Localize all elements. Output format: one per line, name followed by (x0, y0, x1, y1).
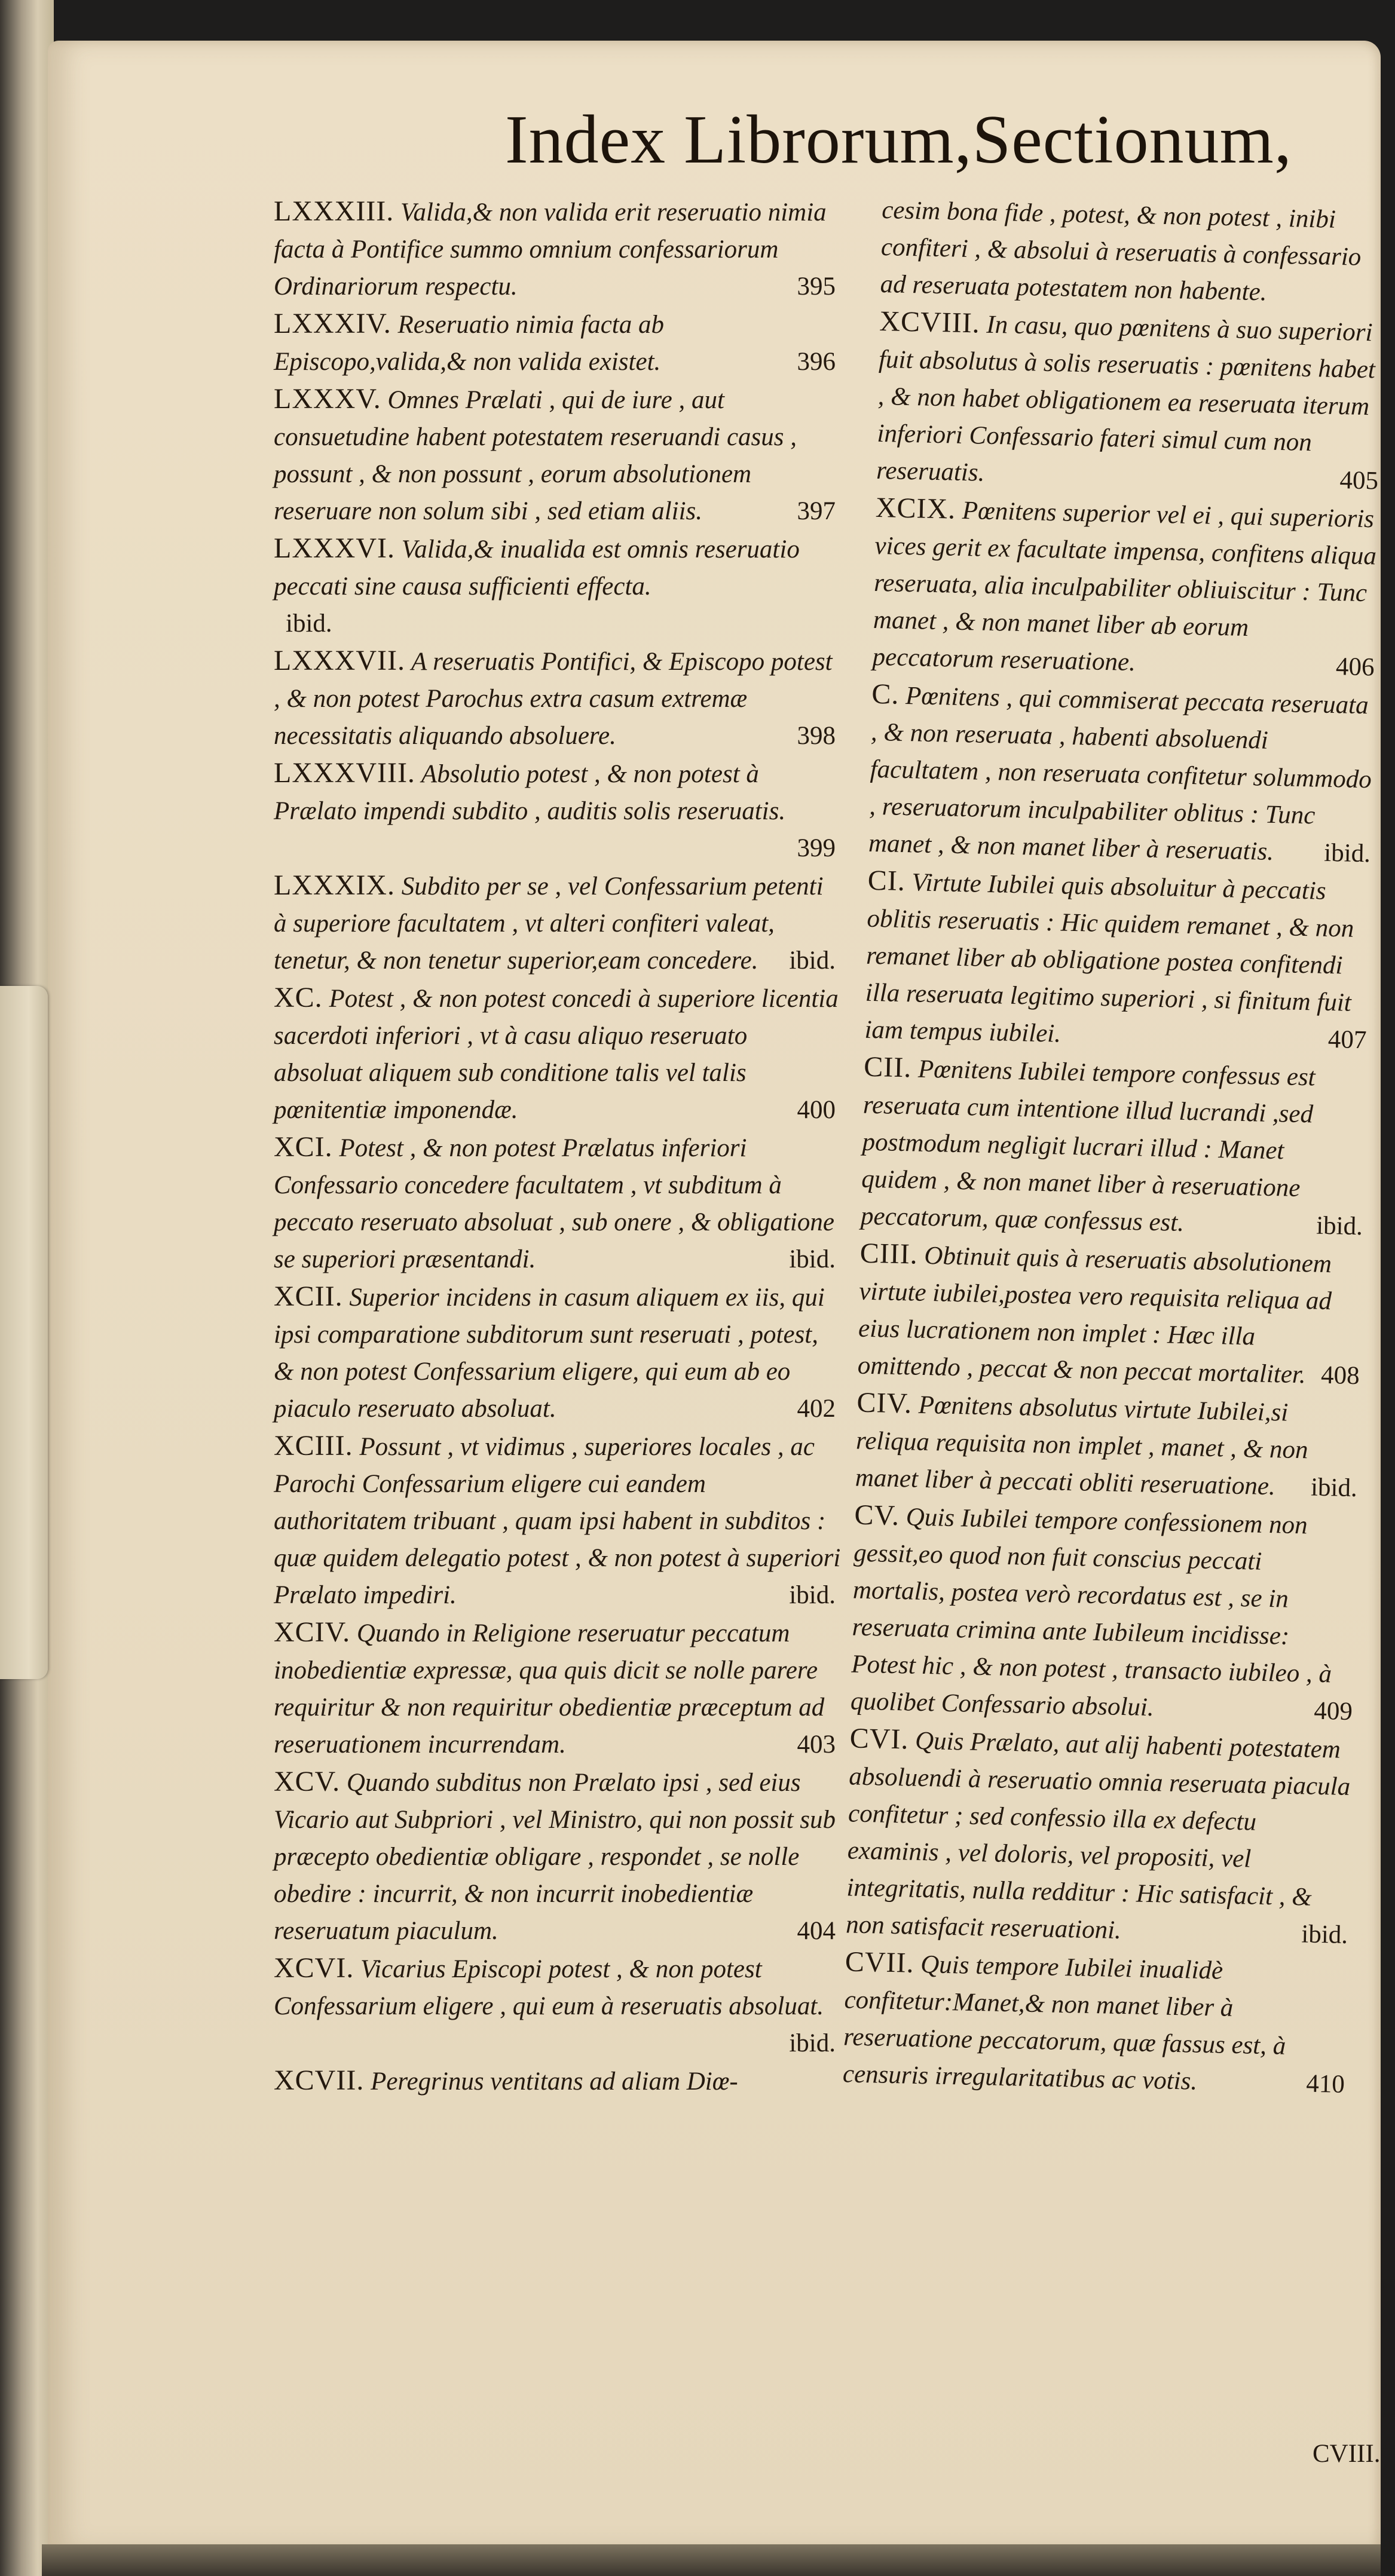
entry-text: Subdito per se , vel Confessarium petenti à superiore facultatem , vt alteri confiteri valeat, tenetur, & non tenetur superior,eam concedere. (274, 872, 824, 975)
entry-number: LXXXVII. (274, 645, 405, 676)
index-entry (274, 1763, 842, 1950)
entry-text: Valida,& inualida est omnis reseruatio peccati sine causa sufficienti effecta. (274, 535, 800, 601)
index-entry (864, 862, 1370, 1059)
entry-page-ref: 402 (797, 1395, 836, 1423)
entry-number: XCII. (274, 1281, 343, 1312)
index-entry (274, 642, 842, 755)
page-fore-edge (42, 2544, 1381, 2576)
entry-text: Pœnitens absolutus virtute Iubilei,si reliqua requisita non implet , manet , & non manet liber à peccati obliti reseruatione. (855, 1390, 1308, 1501)
entry-page-ref: 406 (1335, 653, 1375, 682)
index-entry (274, 1614, 842, 1763)
entry-number: LXXXVI. (274, 532, 395, 564)
index-entry (842, 1943, 1347, 2103)
entry-text: Virtute Iubilei quis absoluitur à peccatis oblitis reseruatis : Hic quidem remanet , & non remanet liber ab obligatione postea confitendi illa reseruata legitimo superiori , si finitum fuit iam tempus iubilei. (864, 868, 1354, 1048)
entry-number: XCI. (274, 1131, 333, 1163)
entry-text: Quando subditus non Prælato ipsi , sed eius Vicario aut Subpriori , vel Ministro, qui non possit sub præcepto obedientiæ obligare , respondet , se nolle obedire : incurrit, & non incurrit inobedientiæ reseruatum piaculum. (274, 1769, 836, 1945)
entry-text: Potest , & non potest Prælatus inferiori Confessario concedere facultatem , vt subditum à peccato reseruato absoluat , sub onere , & obligatione se superiori præsentandi. (274, 1134, 834, 1273)
entry-text: Obtinuit quis à reseruatis absolutionem virtute iubilei,postea vero requisita reliqua ad eius lucrationem non implet : Hæc illa omittendo , peccat & non peccat mortaliter. (857, 1241, 1332, 1389)
index-entry (274, 867, 842, 979)
catchword: CVIII. (1313, 2440, 1381, 2468)
entry-page-ref: ibid. (286, 609, 332, 638)
entry-number: LXXXIX. (274, 869, 395, 901)
entry-number: XCVII. (274, 2065, 365, 2096)
entry-page-ref: 397 (797, 497, 836, 525)
entry-page-ref: 398 (797, 722, 836, 750)
entry-number: XCIV. (274, 1616, 351, 1648)
entry-text: Superior incidens in casum aliquem ex iis, qui ipsi comparatione subditorum sunt reseruati , potest, & non potest Confessarium eligere, qui eum ab eo piaculo reseruato absoluat. (274, 1284, 825, 1423)
index-entry (274, 305, 842, 381)
entry-page-ref: ibid. (789, 2029, 836, 2057)
entry-text: cesim bona fide , potest, & non potest , inibi confiteri , & absolui à reseruatis à confessario ad reseruata potestatem non habente. (880, 195, 1362, 307)
entry-page-ref: ibid. (1310, 1473, 1358, 1503)
index-column-left (274, 193, 842, 2100)
index-entry (860, 1049, 1366, 1246)
page-title: Index Librorum,Sectionum, (505, 102, 1292, 178)
entry-text: Vicarius Episcopi potest , & non potest Confessarium eligere , qui eum à reseruatis absoluat. (274, 1955, 824, 2020)
entry-text: Quis tempore Iubilei inualidè confitetur:Manet,& non manet liber à reseruatione peccatorum, quæ fassus est, à censuris irregularitatibus ac votis. (842, 1950, 1286, 2096)
entry-number: XCIII. (274, 1430, 353, 1462)
entry-page-ref: 409 (1313, 1696, 1353, 1726)
entry-text: A reseruatis Pontifici, & Episcopo potest , & non potest Parochus extra casum extremæ necessitatis aliquando absoluere. (274, 648, 833, 750)
index-entry (274, 193, 842, 305)
entry-page-ref: 405 (1339, 466, 1379, 495)
entry-text: Peregrinus ventitans ad aliam Diœ- (371, 2067, 738, 2096)
index-entry (855, 1385, 1359, 1508)
entry-text: Omnes Prælati , qui de iure , aut consuetudine habent potestatem reseruandi casus , possunt , & non possunt , eorum absolutionem reseruare non solum sibi , sed etiam aliis. (274, 386, 797, 525)
entry-number: CV. (854, 1499, 900, 1532)
entry-number: CIII. (859, 1237, 919, 1270)
entry-text: Potest , & non potest concedi à superiore licentia sacerdoti inferiori , vt à casu aliquo reseruato absoluat aliquem sub conditione talis vel talis pœnitentiæ imponendæ. (274, 985, 839, 1124)
index-entry (274, 1950, 842, 2062)
index-entry (876, 303, 1382, 500)
entry-number: XC. (274, 982, 323, 1013)
entry-text: Reseruatio nimia facta ab Episcopo,valida,& non valida existet. (274, 311, 665, 376)
entry-text: Possunt , vt vidimus , superiores locales , ac Parochi Confessarium eligere cui eandem authoritatem tribuant , quam ipsi habent in subditos : quæ quidem delegatio potest , & non potest à superiori Prælato impediri. (274, 1433, 841, 1609)
entry-number: LXXXVIII. (274, 757, 415, 789)
entry-page-ref: ibid. (789, 1581, 836, 1609)
index-entry (846, 1720, 1353, 1954)
entry-page-ref: 400 (797, 1096, 836, 1124)
entry-number: XCVIII. (879, 305, 981, 339)
entry-number: CI. (867, 864, 906, 898)
index-entry (274, 1428, 842, 1614)
index-entry (274, 2062, 842, 2100)
entry-page-ref: 399 (797, 834, 836, 862)
bookmark-tab (0, 986, 48, 1679)
entry-text: Pœnitens Iubilei tempore confessus est reseruata cum intentione illud lucrandi ,sed postmodum negligit lucrari illud : Manet quidem , & non manet liber à reseruatione peccatorum, quæ confessus est. (860, 1055, 1316, 1237)
entry-text: Absolutio potest , & non potest à Prælato impendi subdito , auditis solis reseruatis. (274, 760, 786, 825)
entry-number: CII. (863, 1050, 912, 1084)
entry-page-ref: ibid. (789, 947, 836, 975)
entry-text: Quando in Religione reseruatur peccatum inobedientiæ expressæ, qua quis dicit se nolle parere requiritur & non requiritur obedientiæ præceptum ad reseruationem incurrendam. (274, 1619, 825, 1759)
entry-page-ref: ibid. (1301, 1920, 1348, 1949)
index-entry (872, 489, 1378, 687)
index-entry (274, 381, 842, 530)
entry-page-ref: 410 (1305, 2069, 1345, 2099)
entry-page-ref: ibid. (1316, 1211, 1363, 1241)
entry-page-ref: 403 (797, 1730, 836, 1759)
index-entry (274, 1278, 842, 1428)
index-entry (868, 676, 1374, 873)
entry-page-ref: 395 (797, 272, 836, 301)
entry-number: XCVI. (274, 1952, 354, 1984)
index-column-right (842, 192, 1384, 2103)
entry-page-ref: ibid. (1323, 838, 1371, 868)
entry-text: Pœnitens superior vel ei , qui superioris vices gerit ex facultate impensa, confitens aliqua reseruata, alia inculpabiliter obliuiscitur : Tunc manet , & non manet liber ab eorum peccatorum reseruatione. (872, 496, 1377, 677)
entry-page-ref: 404 (797, 1917, 836, 1945)
index-entry (880, 192, 1384, 314)
entry-number: LXXXV. (274, 383, 381, 415)
entry-text: In casu, quo pœnitens à suo superiori fuit absolutus à solis reseruatis : pœnitens habet , & non habet obligationem ea reseruata iterum inferiori Confessario fateri simul cum non reseruatis. (876, 310, 1376, 487)
index-entry (857, 1235, 1362, 1395)
entry-number: XCV. (274, 1766, 341, 1797)
entry-page-ref: 396 (797, 348, 836, 376)
index-entry (274, 755, 842, 867)
entry-text: Pœnitens , qui commiserat peccata reseruata , & non reseruata , habenti absoluendi facultatem , non reseruata confitetur solummodo , reseruatorum inculpabiliter oblitus : Tunc manet , & non manet liber à reseruatis. (868, 682, 1372, 866)
entry-number: LXXXIII. (274, 195, 394, 227)
entry-number: CIV. (856, 1386, 913, 1420)
entry-page-ref: ibid. (789, 1245, 836, 1273)
index-entry (274, 1129, 842, 1278)
entry-number: LXXXIV. (274, 308, 391, 339)
entry-number: CVII. (845, 1946, 915, 1979)
index-entry (274, 979, 842, 1129)
index-entry (274, 530, 842, 642)
entry-text: Quis Iubilei tempore confessionem non gessit,eo quod non fuit conscius peccati mortalis, postea verò recordatus est , se in reseruata crimina ante Iubileum incidisse: Potest hic , & non potest , transacto iubileo , à quolibet Confessario absolui. (850, 1503, 1332, 1722)
entry-number: CVI. (849, 1722, 909, 1756)
entry-number: C. (871, 678, 900, 710)
entry-page-ref: 407 (1327, 1025, 1367, 1055)
entry-page-ref: 408 (1320, 1361, 1360, 1390)
entry-text: Quis Prælato, aut alij habenti potestatem absoluendi à reseruatio omnia reseruata piacula confitetur ; sed confessio illa ex defectu examinis , vel doloris, vel propositi, vel integritatis, nulla redditur : Hic satisfacit , & non satisfacit reseruationi. (845, 1726, 1351, 1945)
entry-text: Valida,& non valida erit reseruatio nimia facta à Pontifice summo omnium confessariorum Ordinariorum respectu. (274, 198, 827, 301)
index-entry (850, 1497, 1357, 1731)
entry-number: XCIX. (875, 491, 956, 525)
